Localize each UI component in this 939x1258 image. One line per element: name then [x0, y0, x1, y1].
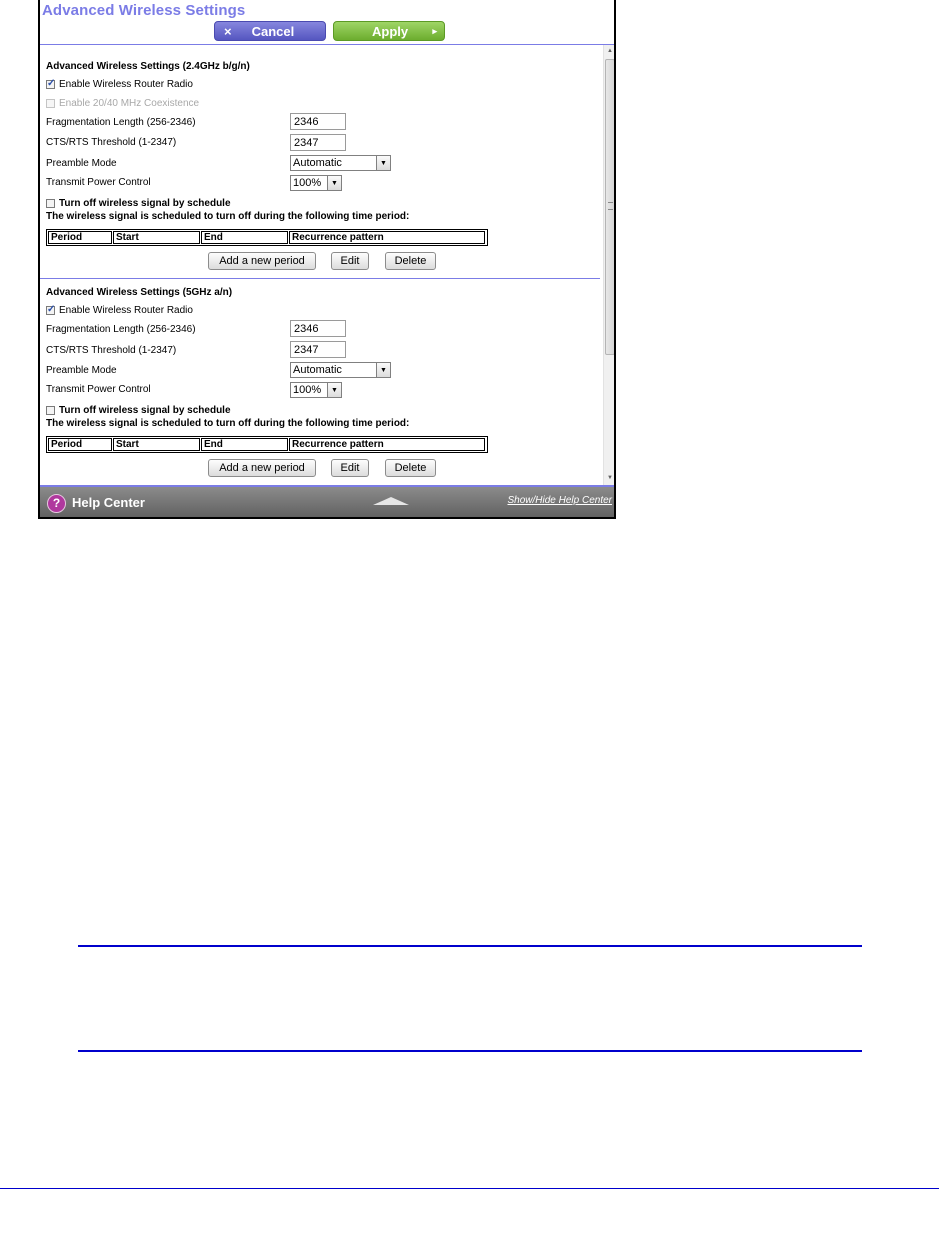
column-header-recurrence: Recurrence pattern	[289, 438, 485, 451]
preamble-mode-value: Automatic	[293, 157, 342, 169]
column-header-start: Start	[113, 438, 200, 451]
frag-length-label: Fragmentation Length (256-2346)	[46, 117, 196, 128]
column-header-end: End	[201, 231, 288, 244]
column-header-start: Start	[113, 231, 200, 244]
cts-threshold-5ghz-label: CTS/RTS Threshold (1-2347)	[46, 345, 177, 356]
close-icon: ×	[224, 23, 232, 39]
cts-threshold-5ghz-input[interactable]	[290, 341, 346, 358]
expand-up-icon[interactable]	[373, 497, 409, 505]
transmit-power-label: Transmit Power Control	[46, 177, 151, 188]
page-footer-rule	[0, 1188, 939, 1189]
preamble-mode-select[interactable]	[290, 155, 391, 171]
frag-length-input[interactable]	[290, 113, 346, 130]
cancel-button[interactable]	[214, 21, 326, 41]
enable-radio-2-4ghz-row	[46, 79, 193, 90]
column-header-period: Period	[48, 438, 112, 451]
section-2-4ghz-heading: Advanced Wireless Settings (2.4GHz b/g/n)	[46, 61, 250, 72]
transmit-power-5ghz-value: 100%	[293, 384, 322, 396]
schedule-5ghz-label: Turn off wireless signal by schedule	[59, 405, 231, 416]
enable-radio-2-4ghz-label: Enable Wireless Router Radio	[59, 79, 193, 90]
schedule-2-4ghz-row	[46, 198, 231, 209]
column-header-period: Period	[48, 231, 112, 244]
schedule-2-4ghz-checkbox[interactable]	[46, 199, 55, 208]
frag-length-5ghz-input[interactable]	[290, 320, 346, 337]
schedule-5ghz-note: The wireless signal is scheduled to turn off during the following time period:	[46, 418, 410, 429]
cts-threshold-input[interactable]	[290, 134, 346, 151]
schedule-5ghz-table	[46, 436, 488, 453]
transmit-power-value: 100%	[293, 177, 322, 189]
enable-radio-2-4ghz-checkbox[interactable]	[46, 80, 55, 89]
edit-2-4ghz-button[interactable]: Edit	[331, 252, 369, 270]
transmit-power-5ghz-label: Transmit Power Control	[46, 384, 151, 395]
coexistence-row	[46, 98, 199, 109]
enable-radio-5ghz-label: Enable Wireless Router Radio	[59, 305, 193, 316]
schedule-5ghz-checkbox[interactable]	[46, 406, 55, 415]
coexistence-label: Enable 20/40 MHz Coexistence	[59, 98, 200, 109]
schedule-2-4ghz-table	[46, 229, 488, 246]
schedule-2-4ghz-label: Turn off wireless signal by schedule	[59, 198, 231, 209]
preamble-mode-5ghz-select[interactable]	[290, 362, 391, 378]
delete-2-4ghz-button[interactable]: Delete	[385, 252, 436, 270]
transmit-power-select[interactable]	[290, 175, 342, 191]
apply-button[interactable]	[333, 21, 445, 41]
vertical-scrollbar[interactable]	[603, 45, 616, 485]
scrollbar-thumb[interactable]	[605, 59, 615, 355]
scroll-down-icon[interactable]: ▼	[607, 475, 613, 481]
column-header-recurrence: Recurrence pattern	[289, 231, 485, 244]
apply-button-label: Apply	[372, 23, 409, 39]
column-header-end: End	[201, 438, 288, 451]
note-top-rule	[78, 945, 862, 947]
settings-scroll-area[interactable]	[40, 45, 600, 485]
chevron-down-icon: ▼	[376, 363, 390, 377]
preamble-mode-label: Preamble Mode	[46, 158, 117, 169]
help-center-bar	[40, 485, 616, 519]
coexistence-checkbox[interactable]	[46, 99, 55, 108]
section-5ghz-heading: Advanced Wireless Settings (5GHz a/n)	[46, 287, 233, 298]
edit-5ghz-button[interactable]: Edit	[331, 459, 369, 477]
note-bottom-rule	[78, 1050, 862, 1052]
cts-threshold-label: CTS/RTS Threshold (1-2347)	[46, 137, 177, 148]
chevron-down-icon: ▼	[327, 383, 341, 397]
add-period-5ghz-button[interactable]: Add a new period	[208, 459, 316, 477]
enable-radio-5ghz-row	[46, 305, 193, 316]
preamble-mode-5ghz-label: Preamble Mode	[46, 365, 117, 376]
chevron-down-icon: ▼	[327, 176, 341, 190]
router-settings-screenshot	[38, 0, 616, 519]
cancel-button-label: Cancel	[251, 23, 295, 39]
schedule-2-4ghz-note: The wireless signal is scheduled to turn off during the following time period:	[46, 211, 410, 222]
frag-length-5ghz-label: Fragmentation Length (256-2346)	[46, 324, 196, 335]
help-center-label: Help Center	[72, 495, 145, 510]
scroll-up-icon[interactable]: ▲	[607, 48, 613, 54]
schedule-5ghz-row	[46, 405, 231, 416]
add-period-2-4ghz-button[interactable]: Add a new period	[208, 252, 316, 270]
page-title: Advanced Wireless Settings	[42, 2, 246, 19]
enable-radio-5ghz-checkbox[interactable]	[46, 306, 55, 315]
arrow-right-icon: ▸	[432, 25, 437, 36]
delete-5ghz-button[interactable]: Delete	[385, 459, 436, 477]
transmit-power-5ghz-select[interactable]	[290, 382, 342, 398]
help-icon[interactable]: ?	[47, 494, 66, 513]
preamble-mode-5ghz-value: Automatic	[293, 364, 342, 376]
chevron-down-icon: ▼	[376, 156, 390, 170]
grip-icon	[608, 202, 613, 210]
section-divider	[40, 278, 600, 279]
show-hide-help-link[interactable]: Show/Hide Help Center	[507, 495, 612, 506]
